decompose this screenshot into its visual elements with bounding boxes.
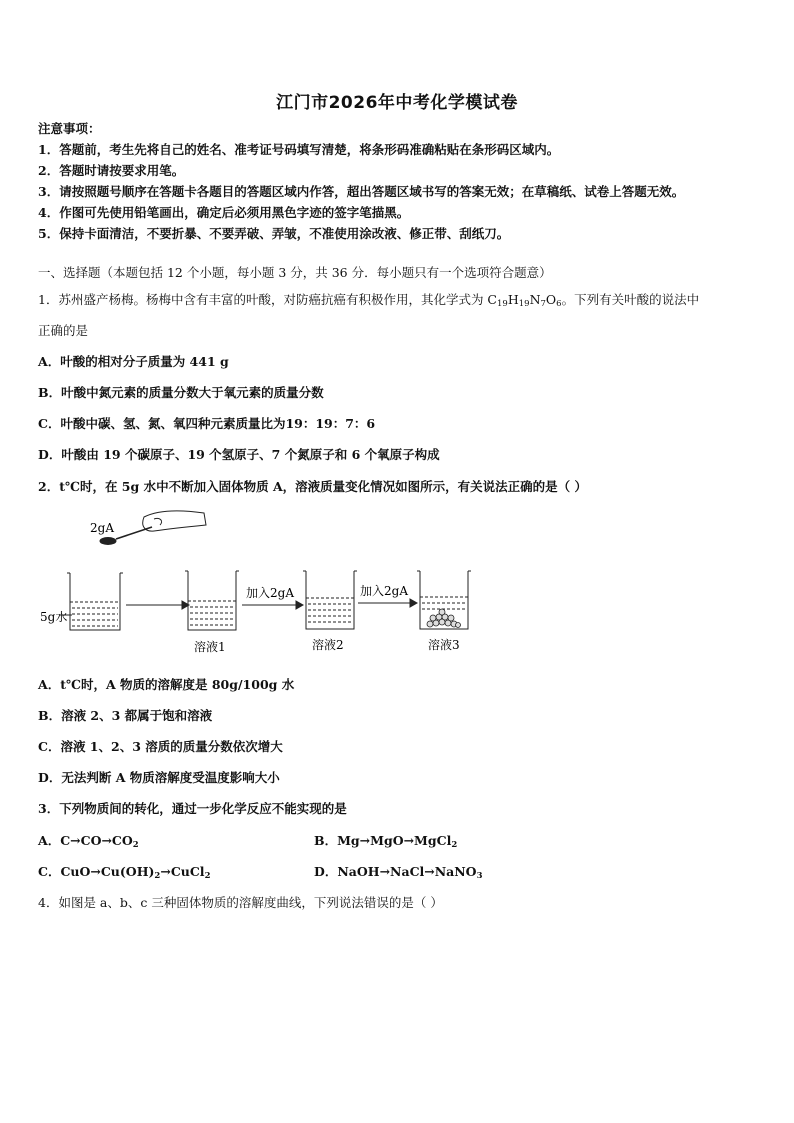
q1-option-c: C．叶酸中碳、氢、氮、氧四种元素质量比为19：19：7：6 (38, 416, 376, 431)
q3-option-b (314, 833, 457, 853)
q3-option-c-sub: 2 (204, 871, 211, 881)
fig-label-solution-2: 溶液2 (312, 638, 344, 652)
hand-spoon-icon (100, 511, 206, 545)
notice-item-3: 3．请按照题号顺序在答题卡各题目的答题区域内作答，超出答题区域书写的答案无效；在草稿纸、试卷上答题无效。 (38, 184, 685, 199)
q1-stem-text: 。下列有关叶酸的说法中 (561, 292, 700, 307)
q1-formula-el: N (529, 292, 541, 307)
fig-label-solution-1: 溶液1 (194, 640, 226, 654)
page-title: 江门市2026年中考化学模试卷 (276, 93, 518, 113)
q1-formula-el: O (545, 292, 557, 307)
fig-label-2ga: 2gA (90, 521, 114, 535)
q2-option-a: A．t℃时，A 物质的溶解度是 80g/100g 水 (38, 677, 295, 692)
q1-stem-line2: 正确的是 (38, 323, 89, 338)
q3-option-c (38, 864, 210, 884)
q1-formula-sub: 6 (556, 299, 562, 309)
q3-option-c-text: →CuCl (160, 864, 205, 879)
q1-formula-el: H (507, 292, 519, 307)
beaker-water (67, 573, 123, 630)
beaker-solution-1 (185, 571, 239, 630)
q3-option-a-text: A．C→CO→CO (38, 833, 133, 848)
q1-formula-sub: 19 (497, 299, 508, 309)
q3-option-d-sub: 3 (476, 871, 483, 881)
q4-stem: 4．如图是 a、b、c 三种固体物质的溶解度曲线，下列说法错误的是（ ） (38, 895, 443, 910)
q1-option-d: D．叶酸由 19 个碳原子、19 个氢原子、7 个氮原子和 6 个氧原子构成 (38, 447, 440, 462)
notice-item-2: 2．答题时请按要求用笔。 (38, 163, 185, 178)
q2-option-c: C．溶液 1、2、3 溶质的质量分数依次增大 (38, 739, 283, 754)
q3-option-b-text: B．Mg→MgO→MgCl (314, 833, 452, 848)
arrow-right-icon (358, 599, 417, 607)
fig-label-add-1: 加入2gA (246, 586, 294, 600)
q1-option-b: B．叶酸中氮元素的质量分数大于氧元素的质量分数 (38, 385, 324, 400)
notice-heading: 注意事项： (38, 121, 101, 136)
q2-option-b: B．溶液 2、3 都属于饱和溶液 (38, 708, 213, 723)
q1-formula-sub: 19 (518, 299, 530, 309)
q3-option-a (38, 833, 139, 853)
q2-option-d: D．无法判断 A 物质溶解度受温度影响大小 (38, 770, 280, 785)
q3-option-c-text: C．CuO→Cu(OH) (38, 864, 155, 879)
q1-formula-sub: 7 (540, 299, 546, 309)
q3-stem: 3．下列物质间的转化，通过一步化学反应不能实现的是 (38, 801, 347, 816)
q3-option-d-text: D．NaOH→NaCl→NaNO (314, 864, 477, 879)
arrow-right-icon (242, 601, 303, 609)
q3-option-c-sub: 2 (154, 871, 161, 881)
section-heading: 一、选择题（本题包括 12 个小题，每小题 3 分，共 36 分．每小题只有一个选项符合题意） (38, 265, 552, 280)
arrow-right-icon (126, 601, 189, 609)
q2-stem: 2．t℃时，在 5g 水中不断加入固体物质 A，溶液质量变化情况如图所示，有关说法正确的是（ ） (38, 479, 587, 494)
fig-label-add-2: 加入2gA (360, 584, 408, 598)
beaker-solution-2 (303, 571, 357, 629)
q1-option-a: A．叶酸的相对分子质量为 441 g (38, 354, 229, 369)
q1-stem-text: 1．苏州盛产杨梅。杨梅中含有丰富的叶酸，对防癌抗癌有积极作用，其化学式为 C (38, 292, 497, 307)
notice-item-5: 5．保持卡面清洁，不要折暴、不要弄破、弄皱，不准使用涂改液、修正带、刮纸刀。 (38, 226, 510, 241)
notice-item-1: 1．答题前，考生先将自己的姓名、准考证号码填写清楚，将条形码准确粘贴在条形码区域内。 (38, 142, 560, 157)
undissolved-solid-icon (427, 609, 461, 628)
notice-item-4: 4．作图可先使用铅笔画出，确定后必须用黑色字迹的签字笔描黑。 (38, 205, 410, 220)
fig-label-water: 5g水 (40, 610, 68, 624)
q2-figure (36, 505, 496, 665)
q3-option-b-sub: 2 (451, 840, 458, 850)
q3-option-a-sub: 2 (132, 840, 139, 850)
q1-stem-line1 (38, 292, 699, 312)
fig-label-solution-3: 溶液3 (428, 638, 460, 652)
q3-option-d (314, 864, 483, 884)
